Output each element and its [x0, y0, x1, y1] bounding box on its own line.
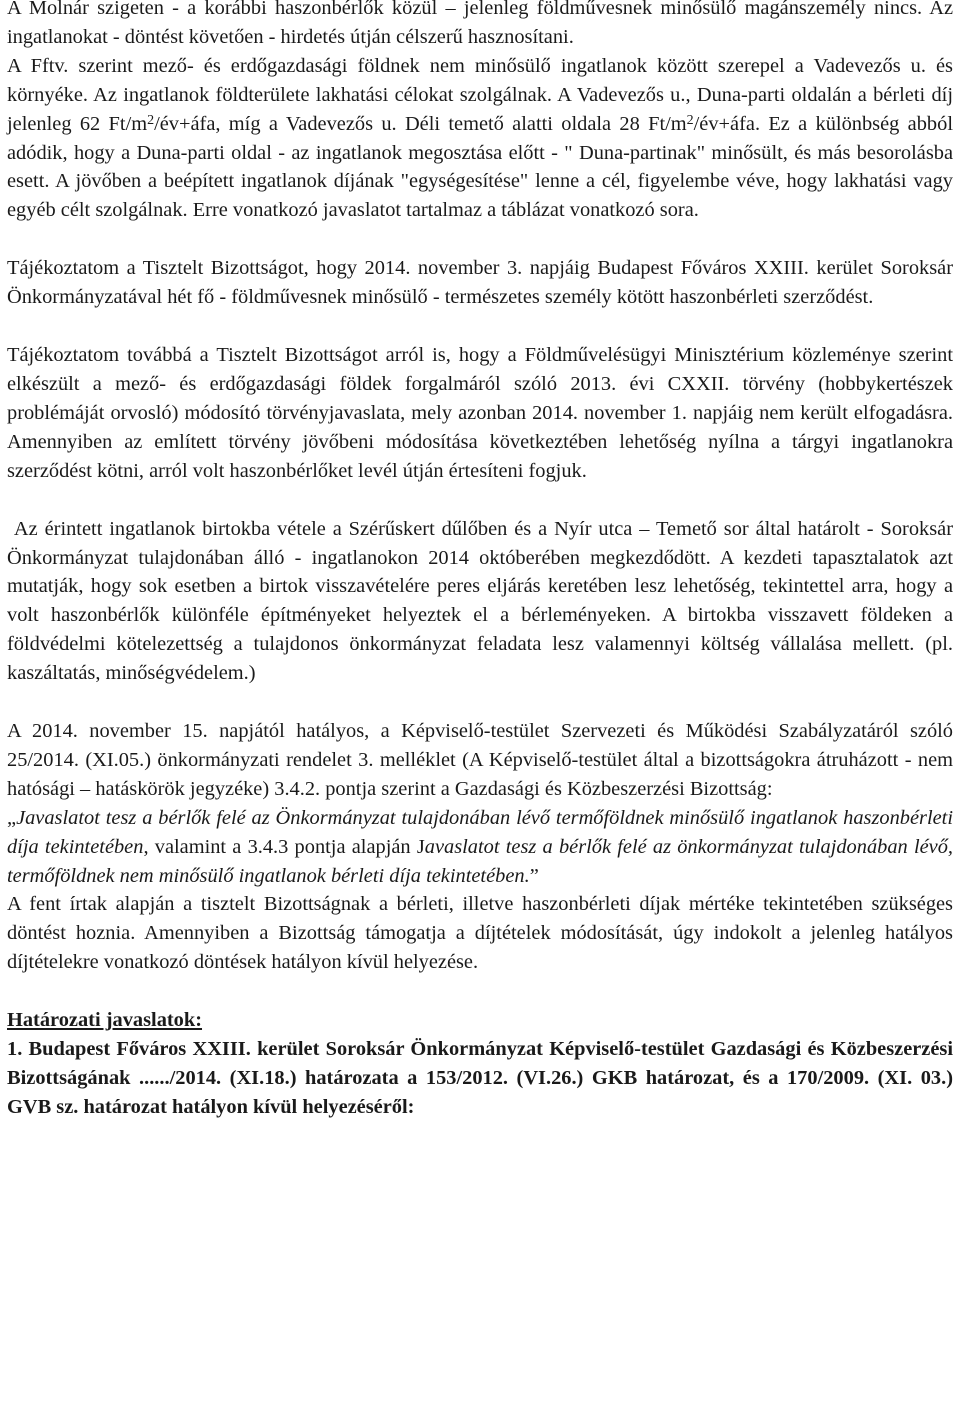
paragraph-birtokba-vetel: Az érintett ingatlanok birtokba vétele a Szérűskert dűlőben és a Nyír utca – Temető sor által határolt - Soroksár Önkormányzat tulajdonában álló - ingatlanokon 2014 októberében megkezdődött. A kezdeti tapasztalatok azt mutatják, hogy sok esetben a birtok visszavételére peres eljárás keretében lesz lehetőség, tekintettel arra, hogy a volt haszonbérlők különféle építményeket helyeztek el a bérleményeken. A birtokba visszavett földeken a földvédelmi kötelezettség a tulajdonos önkormányzat feladata lesz valamennyi költség vállalása mellett. (pl. kaszáltatás, minőségvédelem.) [7, 517, 953, 685]
resolution-proposal-1: 1. Budapest Főváros XXIII. kerület Soroksár Önkormányzat Képviselő-testület Gazdasági és Közbeszerzési Bizottságának ....../2014. (XI.18.) határozata a 153/2012. (VI.26.) GKB határozat, és a 170/2009. (XI. 03.) GVB sz. határozat hatályon kívül helyezéséről: [7, 1038, 953, 1118]
spacer [7, 977, 953, 1006]
quoted-competence-1: Javaslatot tesz a bérlők felé az Önkormányzat tulajdonában lévő termőföldnek minősülő ingatlanok haszonbérleti díja tekintetében [7, 806, 953, 858]
quoted-competence-2: avaslatot tesz a bérlők felé az önkormányzat tulajdonában lévő, termőföldnek nem minősülő ingatlanok bérleti díja tekintetében. [7, 835, 953, 887]
paragraph-1-text-a: A Molnár szigeten - a korábbi haszonbérlők közül – jelenleg földművesnek minősülő magánszemély nincs. Az ingatlanokat - döntést követően - hirdetés útján célszerű hasznosítani. [7, 0, 953, 48]
paragraph-5-intro: A 2014. november 15. napjától hatályos, a Képviselő-testület Szervezeti és Működési Szabályzatáról szóló 25/2014. (XI.05.) önkormányzati rendelet 3. melléklet (A Képviselő-testület által a bizottságokra átruházott - nem hatósági – hatáskörök jegyzéke) 3.4.2. pontja szerint a Gazdasági és Közbeszerzési Bizottság: [7, 720, 953, 800]
spacer [7, 688, 953, 717]
paragraph-6-text: A fent írtak alapján a tisztelt Bizottságnak a bérleti, illetve haszonbérleti díjak mértéke tekintetében szükséges döntést hoznia. Amennyiben a Bizottság támogatja a díjtételek módosítását, úgy indokolt a jelenleg hatályos díjtételekre vonatkozó döntések hatályon kívül helyezése. [7, 893, 953, 974]
spacer [7, 312, 953, 341]
paragraph-1-text-b: A Fftv. szerint mező- és erdőgazdasági földnek nem minősülő ingatlanok között szerepel a Vadevezős u. és környéke. Az ingatlanok földterülete lakhatási célokat szolgálnak. A Vadevezős u., Duna-parti oldalán a bérleti díj jelenleg 62 Ft/m [7, 54, 953, 135]
paragraph-torvenyjavaslat: Tájékoztatom továbbá a Tisztelt Bizottságot arról is, hogy a Földművelésügyi Minisztérium közleménye szerint elkészült a mező- és erdőgazdasági földek forgalmáról szóló 2013. évi CXXII. törvény (hobbykertészek problémáját orvosló) módosító törvényjavaslata, mely azonban 2014. november 1. napjáig nem került elfogadásra. Amennyiben az említett törvény jövőbeni módosítása következtében lehetőség nyílna a tárgyi ingatlanokra szerződést kötni, arról volt haszonbérlőket levél útján értesíteni fogjuk. [7, 344, 953, 482]
paragraph-szmsz [7, 717, 953, 977]
superscript-m2-a: 2 [147, 112, 155, 128]
spacer [7, 486, 953, 515]
paragraph-haszonberleti-szerzodes: Tájékoztatom a Tisztelt Bizottságot, hogy 2014. november 3. napjáig Budapest Főváros XXIII. kerület Soroksár Önkormányzatával hét fő - földművesnek minősülő - természetes személy kötött haszonbérleti szerződést. [7, 257, 953, 309]
paragraph-molnar-sziget [7, 0, 953, 225]
resolution-heading: Határozati javaslatok: [7, 1009, 203, 1032]
paragraph-5-middle: , valamint a 3.4.3 pontja alapján J [143, 835, 425, 858]
paragraph-1-text-c: /év+áfa, míg a Vadevezős u. Déli temető alatti oldala 28 Ft/m [154, 112, 687, 135]
spacer [7, 225, 953, 254]
paragraph-1-text-d: /év+áfa. Ez a különbség abból adódik, hogy a Duna-parti oldal - az ingatlanok megosztása előtt - " Duna-partinak" minősült, és más besorolásba esett. A jövőben a beépített ingatlanok díjának "egységesítése" lenne a cél, figyelembe véve, hogy lakhatási vagy egyéb célt szolgálnak. Erre vonatkozó javaslatot tartalmaz a táblázat vonatkozó sora. [7, 112, 953, 222]
superscript-m2-b: 2 [686, 112, 694, 128]
quote-open-mark: „ [7, 806, 17, 829]
quote-close-mark: ” [529, 864, 539, 887]
